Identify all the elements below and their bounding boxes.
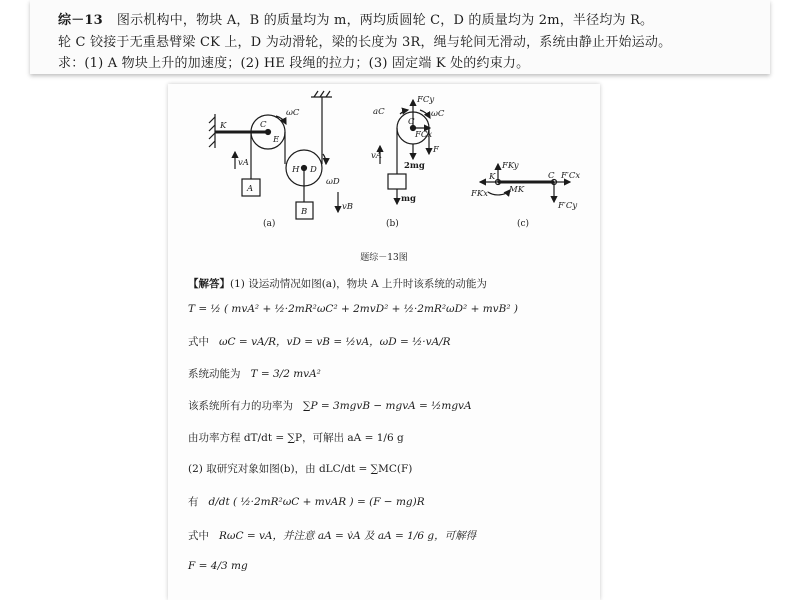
problem-line-1 [58,9,653,28]
solution-line-4 [188,366,321,381]
equation-system-energy: T = 3/2 mvA² [250,368,321,380]
equation-result-f: F = 4/3 mg [188,560,248,572]
label-fkx: FKx [471,189,489,199]
label-k: K [220,121,227,131]
label-e: E [273,135,280,145]
label-c-c: C [548,171,555,181]
solution-label: 【解答】 [188,278,230,290]
label-omega-c: ωC [286,108,300,118]
label-mg: mg [401,194,416,204]
problem-text-1: 图示机构中，物块 A，B 的质量均为 m，两均质圆轮 C，D 的质量均为 2m，半径均为 R。 [116,13,654,28]
block-a-fbd [388,174,406,189]
label-d: D [310,165,317,175]
subfig-c: (c) [517,219,530,229]
label-va: vA [238,158,249,168]
label-a: A [247,184,254,194]
solution-line-9 [188,528,476,543]
mechanism-figure [168,84,600,244]
equation-power: ∑P = 3mgvB − mgvA = ½mgvA [303,400,472,412]
label-omega-d: ωD [326,177,340,187]
solution-line-5 [188,398,472,413]
label-fcx-prime: F′Cx [561,171,581,181]
equation-kinetic-energy: T = ½ ( mvA² + ½·2mR²ωC² + 2mvD² + ½·2mR²ωD² + mvB² ) [188,303,518,315]
step-7-prefix: 有 [188,496,199,508]
label-fcy-prime: F′Cy [558,201,578,211]
wall-hatch [209,114,215,148]
label-f: F [433,145,439,155]
label-vb: vB [342,202,354,212]
solution-line-8 [188,494,425,509]
label-fcx: FCx [415,130,433,140]
step-2-prefix: 式中 [188,336,209,348]
solution-step-1: (1) 设运动情况如图(a)，物块 A 上升时该系统的动能为 [230,278,487,290]
equation-kinematics: ωC = vA/R，vD = vB = ½vA，ωD = ½·vA/R [219,336,451,348]
label-k-c: K [489,172,496,182]
equation-substitution: RωC = vA，并注意 aA = v̇A 及 aA = 1/6 g，可解得 [219,530,477,542]
step-3-prefix: 系统动能为 [188,368,241,380]
label-c-b: C [408,117,415,127]
equation-momentum: d/dt ( ½·2mR²ωC + mvAR ) = (F − mg)R [208,496,425,508]
label-ac: aC [373,107,385,117]
label-h: H [292,165,300,175]
step-8-prefix: 式中 [188,530,209,542]
subfig-a: (a) [263,219,276,229]
label-fky: FKy [502,161,519,171]
figure-caption: 题综－13图 [360,253,408,263]
problem-number: 综－13 [58,13,103,28]
label-2mg: 2mg [404,161,425,171]
label-va-b: vA [371,151,382,161]
solution-line-1 [188,276,487,291]
solution-line-6: 由功率方程 dT/dt = ∑P，可解出 aA = 1/6 g [188,432,404,444]
label-mk: MK [509,185,525,195]
solution-line-7: (2) 取研究对象如图(b)，由 dLC/dt = ∑MC(F) [188,463,413,475]
problem-statement [30,0,770,74]
subfig-b: (b) [386,219,399,229]
label-fcy: FCy [417,95,435,105]
solution-page [168,84,600,600]
label-b: B [301,207,308,217]
solution-line-3 [188,334,451,349]
step-4-prefix: 该系统所有力的功率为 [188,400,293,412]
label-c: C [260,120,267,130]
label-omega-c-b: ωC [431,109,445,119]
problem-line-2: 轮 C 铰接于无重悬臂梁 CK 上，D 为动滑轮，梁的长度为 3R，绳与轮间无滑动，系统由静止开始运动。 [58,35,672,50]
problem-line-3: 求：(1) A 物块上升的加速度；(2) HE 段绳的拉力；(3) 固定端 K 处的约束力。 [58,56,530,71]
